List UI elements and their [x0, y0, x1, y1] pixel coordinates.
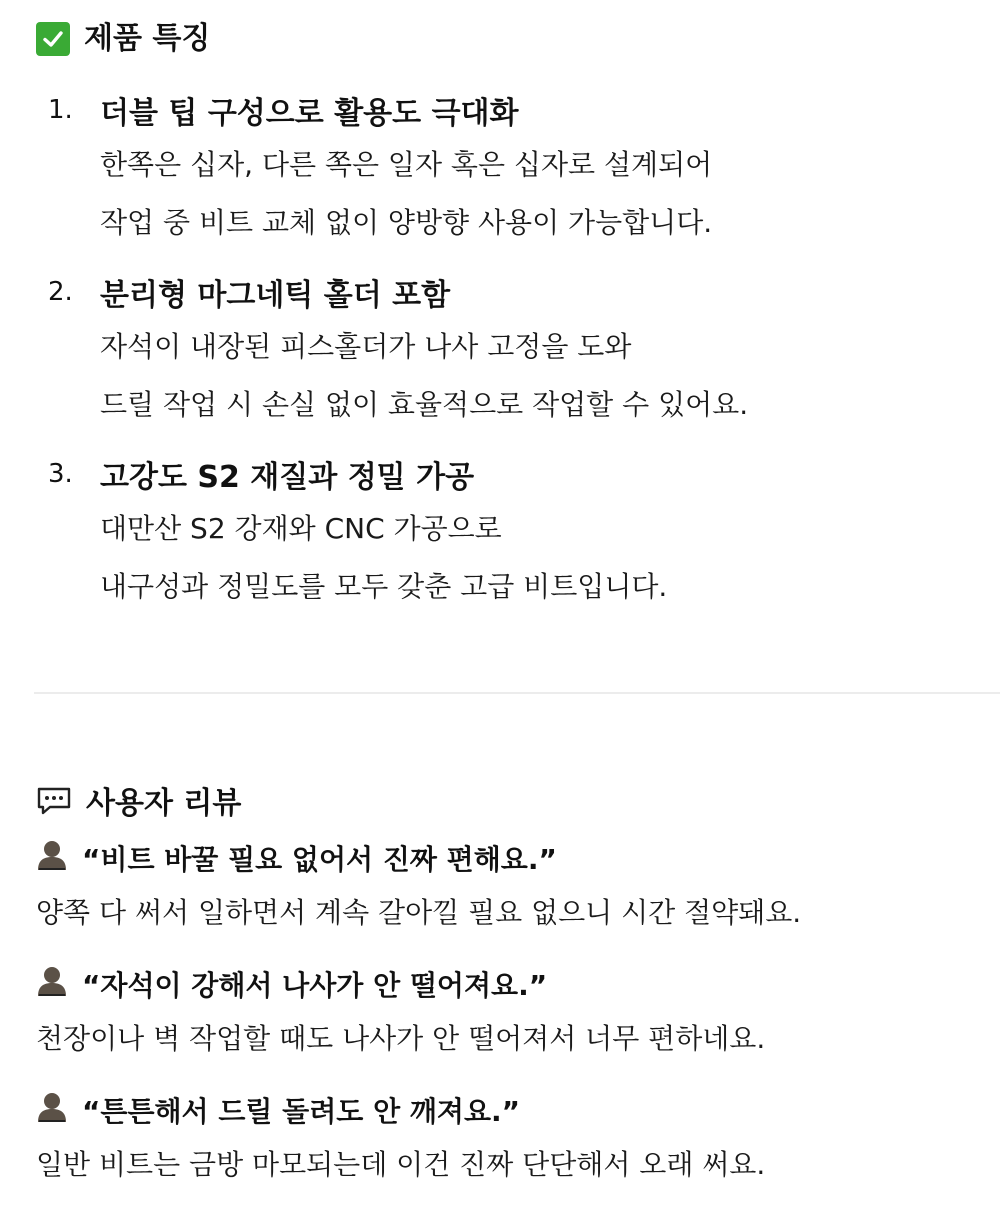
- feature-description-line: 자석이 내장된 피스홀더가 나사 고정을 도와: [100, 330, 632, 363]
- review-text: 천장이나 벽 작업할 때도 나사가 안 떨어져서 너무 편하네요.: [36, 1022, 766, 1055]
- section-divider: [34, 692, 1000, 694]
- feature-description: [100, 136, 978, 252]
- review-quote: “자석이 강해서 나사가 안 떨어져요.”: [82, 969, 548, 1002]
- review-quote: “튼튼해서 드릴 돌려도 안 깨져요.”: [82, 1095, 521, 1128]
- reviews-heading-text: 사용자 리뷰: [86, 786, 242, 821]
- person-icon: [36, 838, 82, 879]
- feature-description: [100, 500, 978, 616]
- review-text: 양쪽 다 써서 일하면서 계속 갈아낄 필요 없으니 시간 절약돼요.: [36, 896, 802, 929]
- feature-item-3: [48, 454, 978, 616]
- features-heading: [36, 22, 210, 56]
- feature-title-row: [48, 272, 978, 312]
- review-quote-row: [36, 1090, 986, 1130]
- feature-number: 2.: [48, 277, 73, 307]
- feature-description: [100, 318, 978, 434]
- feature-description-line: 내구성과 정밀도를 모두 갖춘 고급 비트입니다.: [100, 570, 668, 603]
- feature-number: 1.: [48, 95, 73, 125]
- review-quote: “비트 바꿀 필요 없어서 진짜 편해요.”: [82, 843, 557, 876]
- reviews-heading: [36, 786, 241, 822]
- feature-title: 분리형 마그네틱 홀더 포함: [100, 278, 451, 313]
- review-item-3: [36, 1090, 986, 1188]
- feature-description-line: 작업 중 비트 교체 없이 양방향 사용이 가능합니다.: [100, 206, 713, 239]
- feature-title-row: [48, 90, 978, 130]
- feature-description-line: 드릴 작업 시 손실 없이 효율적으로 작업할 수 있어요.: [100, 388, 749, 421]
- review-text: 일반 비트는 금방 마모되는데 이건 진짜 단단해서 오래 써요.: [36, 1148, 766, 1181]
- features-heading-text: 제품 특징: [84, 21, 211, 56]
- person-icon: [36, 964, 82, 1005]
- person-icon: [36, 1090, 82, 1131]
- feature-title-row: [48, 454, 978, 494]
- speech-bubble-icon: [36, 786, 86, 822]
- feature-number: 3.: [48, 459, 73, 489]
- review-quote-row: [36, 964, 986, 1004]
- feature-item-1: [48, 90, 978, 252]
- feature-title: 고강도 S2 재질과 정밀 가공: [100, 460, 475, 495]
- review-item-1: [36, 838, 986, 936]
- feature-item-2: [48, 272, 978, 434]
- review-quote-row: [36, 838, 986, 878]
- feature-title: 더블 팁 구성으로 활용도 극대화: [100, 96, 519, 131]
- feature-description-line: 대만산 S2 강재와 CNC 가공으로: [100, 512, 502, 545]
- check-mark-icon: [36, 22, 70, 56]
- feature-description-line: 한쪽은 십자, 다른 쪽은 일자 혹은 십자로 설계되어: [100, 148, 713, 181]
- review-item-2: [36, 964, 986, 1062]
